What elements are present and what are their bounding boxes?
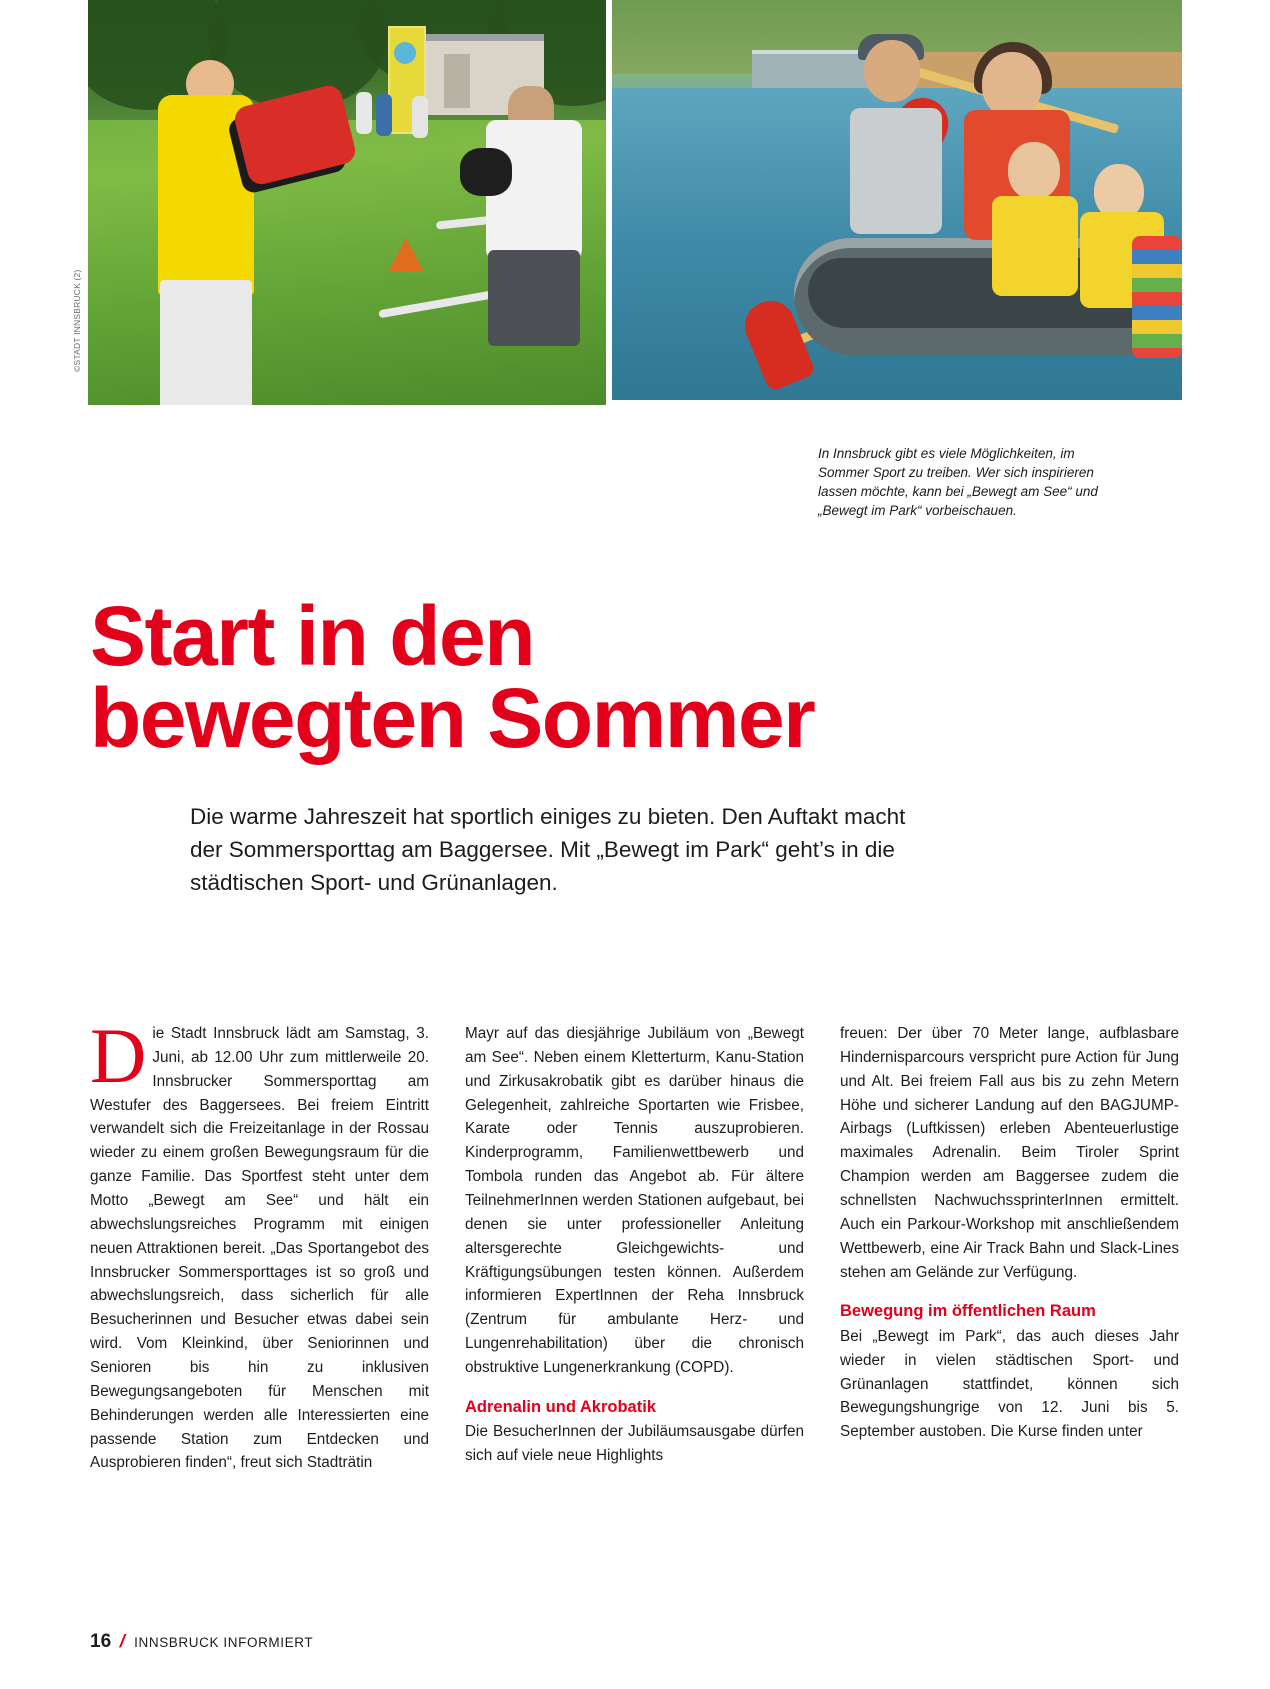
drop-cap: D	[90, 1012, 147, 1099]
child-head	[1008, 142, 1060, 200]
standfirst: Die warme Jahreszeit hat sportlich einiges zu bieten. Den Auftakt macht der Sommersporttag am Baggersee. Mit „Bewegt im Park“ geht’s in die städtischen Sport- und Grünanlagen.	[190, 804, 906, 896]
paragraph: Die BesucherInnen der Jubiläumsausgabe dürfen sich auf viele neue Highlights	[465, 1423, 804, 1465]
man-head	[864, 40, 920, 102]
footer-divider: /	[118, 1631, 128, 1651]
page-footer	[90, 1631, 313, 1653]
page-number: 16	[90, 1631, 112, 1652]
background-person	[376, 94, 392, 136]
photo-boxing-training	[88, 0, 606, 405]
background-person	[412, 96, 428, 138]
shed-door	[444, 54, 470, 108]
paragraph: Mayr auf das diesjährige Jubiläum von „Bewegt am See“. Neben einem Kletterturm, Kanu-Station und Zirkusakrobatik gibt es darüber hinaus die Gelegenheit, zahlreiche Sportarten wie Frisbee, Karate oder Tennis auszuprobieren. Kinderprogramm, Familienwettbewerb und Tombola runden das Angebot ab. Für ältere TeilnehmerInnen werden Stationen aufgebaut, bei denen sie unter professioneller Anleitung altersgerechte Gleichgewichts- und Kräftigungsübungen testen können. Außerdem informieren ExpertInnen der Reha Innsbruck (Zentrum für ambulante Herz- und Lungenrehabilitation) über die chronisch obstruktive Lungenerkrankung (COPD).	[465, 1025, 804, 1377]
photo-caption: In Innsbruck gibt es viele Möglichkeiten, im Sommer Sport zu treiben. Wer sich inspirieren lassen möchte, kann bei „Bewegt am See“ und „Bewegt im Park“ vorbeischauen.	[818, 446, 1098, 519]
subheading-bewegung: Bewegung im öffentlichen Raum	[840, 1302, 1096, 1321]
column-2	[465, 1022, 804, 1475]
man-life-vest	[850, 108, 942, 234]
publication-name: INNSBRUCK INFORMIERT	[134, 1635, 314, 1650]
paragraph-text: ie Stadt Innsbruck lädt am Samstag, 3. Juni, ab 12.00 Uhr zum mittlerweile 20. Innsbrucker Sommersporttag am Westufer des Baggersees. Bei freiem Eintritt verwandelt sich die Freizeitanlage in der Rossau wieder zu einem großen Bewegungsraum für die ganze Familie. Das Sportfest steht unter dem Motto „Bewegt am See“ und hält ein abwechslungsreiches Programm mit einigen neuen Attraktionen bereit. „Das Sportangebot des Innsbrucker Sommersporttages ist so groß und abwechslungsreich, dass sicherlich für alle Besucherinnen und Besucher etwas dabei sein wird. Vom Kleinkind, über Seniorinnen und Senioren bis hin zu inklusiven Bewegungsangeboten für Menschen mit Behinderungen werden alle Interessierten eine passende Station zum Entdecken und Ausprobieren finden“, freut sich Stadträtin	[90, 1025, 429, 1472]
boxing-glove	[460, 148, 512, 196]
field-marking	[378, 290, 498, 319]
child-life-vest	[992, 196, 1078, 296]
photo-canoe-family	[612, 0, 1182, 400]
column-1	[90, 1012, 429, 1475]
trainer-shorts	[160, 280, 252, 405]
traffic-cone	[388, 238, 424, 272]
photo-area	[88, 0, 1182, 405]
paragraph	[90, 1012, 429, 1475]
paragraph: freuen: Der über 70 Meter lange, aufblasbare Hindernisparcours verspricht pure Action für Jung und Alt. Bei freiem Fall aus bis zu zehn Metern Höhe und sicherer Landung auf den BAGJUMP-Airbags (Luftkissen) erleben Abenteuerlustige maximales Adrenalin. Beim Tiroler Sprint Champion werden am Baggersee zudem die schnellsten NachwuchssprinterInnen ermittelt. Auch ein Parkour-Workshop mit anschließendem Wettbewerb, eine Air Track Bahn und Slack-Lines stehen am Gelände zur Verfügung.	[840, 1025, 1179, 1281]
page-title	[90, 589, 990, 765]
subheading-adrenalin: Adrenalin und Akrobatik	[465, 1397, 656, 1416]
photo-credit: ©STADT INNSBRUCK (2)	[72, 269, 82, 372]
background-person	[356, 92, 372, 134]
woman-head	[982, 52, 1042, 118]
striped-towel	[1132, 236, 1182, 358]
article-body	[90, 1012, 1180, 1475]
headline-line-2: bewegten Sommer	[90, 670, 815, 765]
boxer-shorts	[488, 250, 580, 346]
banner-logo	[394, 42, 416, 64]
paragraph: Bei „Bewegt im Park“, das auch dieses Jahr wieder in vielen städtischen Sport- und Grünanlagen stattfindet, können sich Bewegungshungrige von 12. Juni bis 5. September austoben. Die Kurse finden unter	[840, 1327, 1179, 1441]
column-3	[840, 1022, 1179, 1475]
headline-line-1: Start in den	[90, 589, 535, 684]
